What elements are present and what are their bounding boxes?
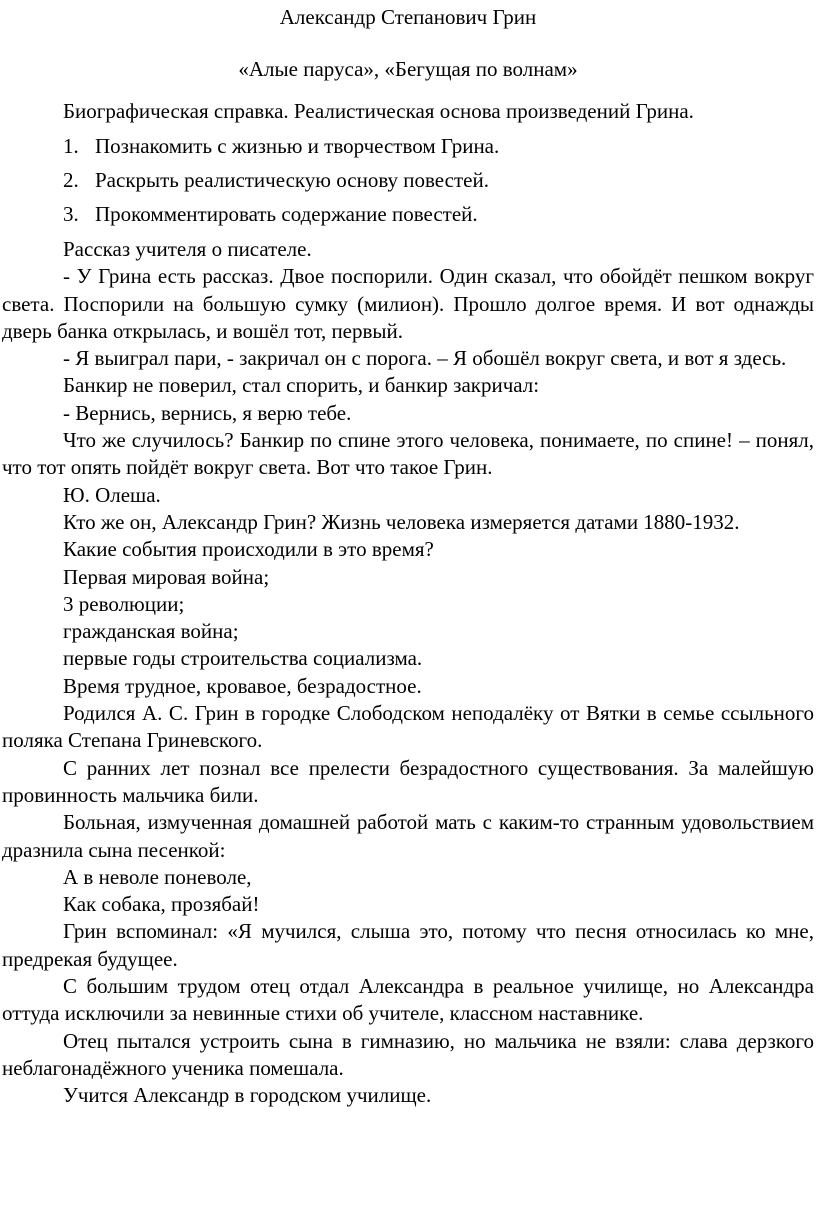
document-subtitle: «Алые паруса», «Бегущая по волнам» — [238, 57, 578, 81]
goal-text: Познакомить с жизнью и творчеством Грина. — [95, 134, 500, 158]
document-title: Александр Степанович Грин — [279, 5, 537, 29]
goal-text: Раскрыть реалистическую основу повестей. — [95, 168, 489, 192]
paragraph: первые годы строительства социализма. — [63, 646, 423, 671]
paragraph: 3 революции; — [63, 591, 185, 616]
paragraph: Банкир не поверил, стал спорить, и банкир закричал: — [63, 373, 540, 398]
paragraph: - У Грина есть рассказ. Двое поспорили. Один сказал, что обойдёт пешком вокруг света. Поспорили на большую сумку (милион). Прошло долгое время. И вот однажды дверь банка открылась, и вошёл тот, первый. — [2, 264, 814, 343]
goal-text: Прокомментировать содержание повестей. — [95, 202, 478, 226]
goal-item — [2, 201, 814, 227]
paragraph: Время трудное, кровавое, безрадостное. — [63, 673, 422, 698]
paragraph: Больная, измученная домашней работой мать с каким-то странным удовольствием дразнила сына песенкой: — [2, 810, 814, 862]
goal-item — [2, 167, 814, 193]
paragraph: Что же случилось? Банкир по спине этого человека, понимаете, по спине! – понял, что тот опять пойдёт вокруг света. Вот что такое Грин. — [2, 428, 814, 480]
paragraph: С ранних лет познал все прелести безрадостного существования. За малейшую провинность мальчика били. — [2, 755, 814, 807]
paragraph: Отец пытался устроить сына в гимназию, но мальчика не взяли: слава дерзкого неблагонадёжного ученика помешала. — [2, 1028, 814, 1080]
paragraph: Родился А. С. Грин в городке Слободском неподалёку от Вятки в семье ссыльного поляка Степана Гриневского. — [2, 701, 814, 753]
paragraph: А в неволе поневоле, — [63, 864, 252, 889]
goal-number: 2. — [63, 168, 79, 192]
paragraph: Ю. Олеша. — [63, 482, 161, 507]
goal-number: 3. — [63, 202, 79, 226]
paragraph: Какие события происходили в это время? — [63, 537, 434, 562]
paragraph: Учится Александр в городском училище. — [63, 1083, 432, 1108]
paragraph: - Я выиграл пари, - закричал он с порога. – Я обошёл вокруг света, и вот я здесь. — [63, 346, 787, 371]
goal-item — [2, 133, 814, 159]
goal-number: 1. — [63, 134, 79, 158]
goals-list — [2, 133, 814, 227]
document-body — [2, 236, 814, 1110]
paragraph: Кто же он, Александр Грин? Жизнь человека измеряется датами 1880-1932. — [63, 509, 740, 534]
intro-line: Биографическая справка. Реалистическая основа произведений Грина. — [63, 99, 694, 123]
paragraph: гражданская война; — [63, 619, 239, 644]
paragraph: - Вернись, вернись, я верю тебе. — [63, 400, 352, 425]
paragraph: Рассказ учителя о писателе. — [63, 237, 312, 261]
paragraph: С большим трудом отец отдал Александра в реальное училище, но Александра оттуда исключили за невинные стихи об учителе, классном наставнике. — [2, 974, 814, 1026]
paragraph: Первая мировая война; — [63, 564, 270, 589]
paragraph: Грин вспоминал: «Я мучился, слыша это, потому что песня относилась ко мне, предрекая будущее. — [2, 919, 814, 971]
paragraph: Как собака, прозябай! — [63, 892, 260, 917]
